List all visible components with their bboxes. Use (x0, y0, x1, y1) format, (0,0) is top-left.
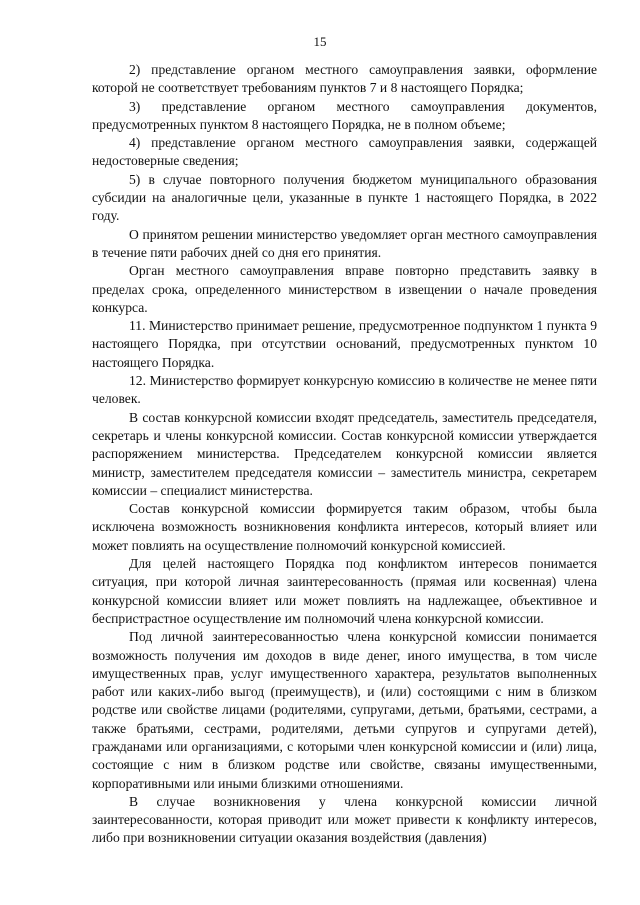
paragraph-notification: О принятом решении министерство уведомляет орган местного самоуправления в течение пяти рабочих дней со дня его принятия. (92, 226, 597, 260)
page-number: 15 (313, 34, 327, 49)
paragraph-item-4: 4) представление органом местного самоуправления заявки, содержащей недостоверные сведения; (92, 135, 597, 169)
paragraph-personal-interest: Под личной заинтересованностью члена конкурсной комиссии понимается возможность получения им доходов в виде денег, иного имущества, в том числе имущественных прав, услуг имущественного характера, результатов выполненных работ или каких-либо выгод (преимуществ), и (или) состоящими с ним в близком родстве или свойстве лицами (родителями, супругами, детьми, братьями, сестрами, а также братьями, сестрами, родителями, детьми супругов и супругами детей), гражданами или организациями, с которыми член конкурсной комиссии и (или) лица, состоящие с ним в близком родстве или свойстве, связаны имущественными, корпоративными или иными близкими отношениями. (92, 629, 597, 791)
paragraph-item-2: 2) представление органом местного самоуправления заявки, оформление которой не соответствует требованиям пунктов 7 и 8 настоящего Порядка; (92, 62, 597, 96)
paragraph-conflict-exclusion: Состав конкурсной комиссии формируется таким образом, чтобы была исключена возможность возникновения конфликта интересов, который влияет или может повлиять на осуществление полномочий конкурсной комиссией. (92, 501, 597, 553)
paragraph-commission-composition: В состав конкурсной комиссии входят председатель, заместитель председателя, секретарь и члены конкурсной комиссии. Состав конкурсной комиссии утверждается распоряжением министерства. Председателем конкурсной комиссии является министр, заместителем председателя комиссии – заместитель министра, секретарем комиссии – специалист министерства. (92, 409, 597, 498)
paragraph-item-3: 3) представление органом местного самоуправления документов, предусмотренных пунктом 8 настоящего Порядка, не в полном объеме; (92, 98, 597, 132)
paragraph-item-5: 5) в случае повторного получения бюджетом муниципального образования субсидии на аналогичные цели, указанные в пункте 1 настоящего Порядка, в 2022 году. (92, 171, 597, 224)
paragraph-conflict-definition: Для целей настоящего Порядка под конфликтом интересов понимается ситуация, при которой личная заинтересованность (прямая или косвенная) члена конкурсной комиссии влияет или может повлиять на надлежащее, объективное и беспристрастное осуществление им полномочий члена конкурсной комиссии. (92, 556, 597, 626)
paragraph-clause-12: 12. Министерство формирует конкурсную комиссию в количестве не менее пяти человек. (92, 373, 597, 407)
paragraph-clause-11: 11. Министерство принимает решение, предусмотренное подпунктом 1 пункта 9 настоящего Порядка, при отсутствии оснований, предусмотренных пунктом 10 настоящего Порядка. (92, 318, 597, 370)
paragraph-conflict-occurrence: В случае возникновения у члена конкурсной комиссии личной заинтересованности, которая приводит или может привести к конфликту интересов, либо при возникновении ситуации оказания воздействия (давления) (92, 793, 597, 846)
paragraph-resubmission: Орган местного самоуправления вправе повторно представить заявку в пределах срока, определенного министерством в извещении о начале проведения конкурса. (92, 263, 597, 315)
document-body (92, 61, 597, 848)
